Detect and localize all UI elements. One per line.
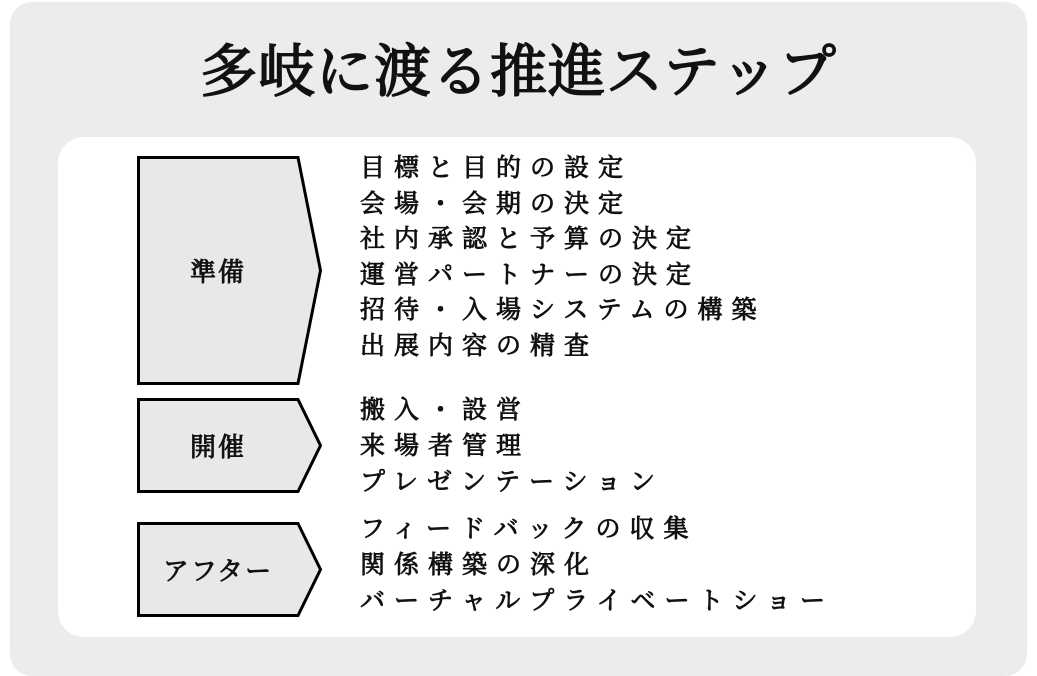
- step-item: 社内承認と予算の決定: [360, 225, 701, 253]
- slide-title: 多岐に渡る推進ステップ: [200, 40, 837, 104]
- step-items-after: [360, 511, 834, 619]
- step-arrow-after: [137, 522, 322, 617]
- step-item: 会場・会期の決定: [360, 189, 633, 218]
- step-label-after: アフター: [162, 556, 274, 586]
- step-item: 搬入・設営: [360, 396, 531, 424]
- step-item: 関係構築の深化: [360, 551, 599, 579]
- step-item: フィードバックの収集: [360, 515, 698, 543]
- step-item: 招待・入場システムの構築: [360, 296, 766, 324]
- step-item: 来場者管理: [360, 432, 531, 460]
- step-items-event: [360, 392, 664, 500]
- step-label-preparation: 準備: [189, 257, 246, 287]
- step-arrow-preparation: [137, 156, 322, 385]
- step-item: 出展内容の精査: [360, 331, 599, 360]
- step-item: 運営パートナーの決定: [360, 260, 701, 289]
- step-items-preparation: [360, 151, 766, 364]
- slide-background: [10, 2, 1027, 676]
- step-item: 目標と目的の設定: [360, 154, 633, 182]
- step-item: バーチャルプライベートショー: [360, 587, 835, 615]
- step-label-event: 開催: [189, 432, 246, 462]
- step-item: プレゼンテーション: [360, 468, 665, 496]
- step-arrow-event: [137, 398, 322, 493]
- content-card: [58, 137, 976, 637]
